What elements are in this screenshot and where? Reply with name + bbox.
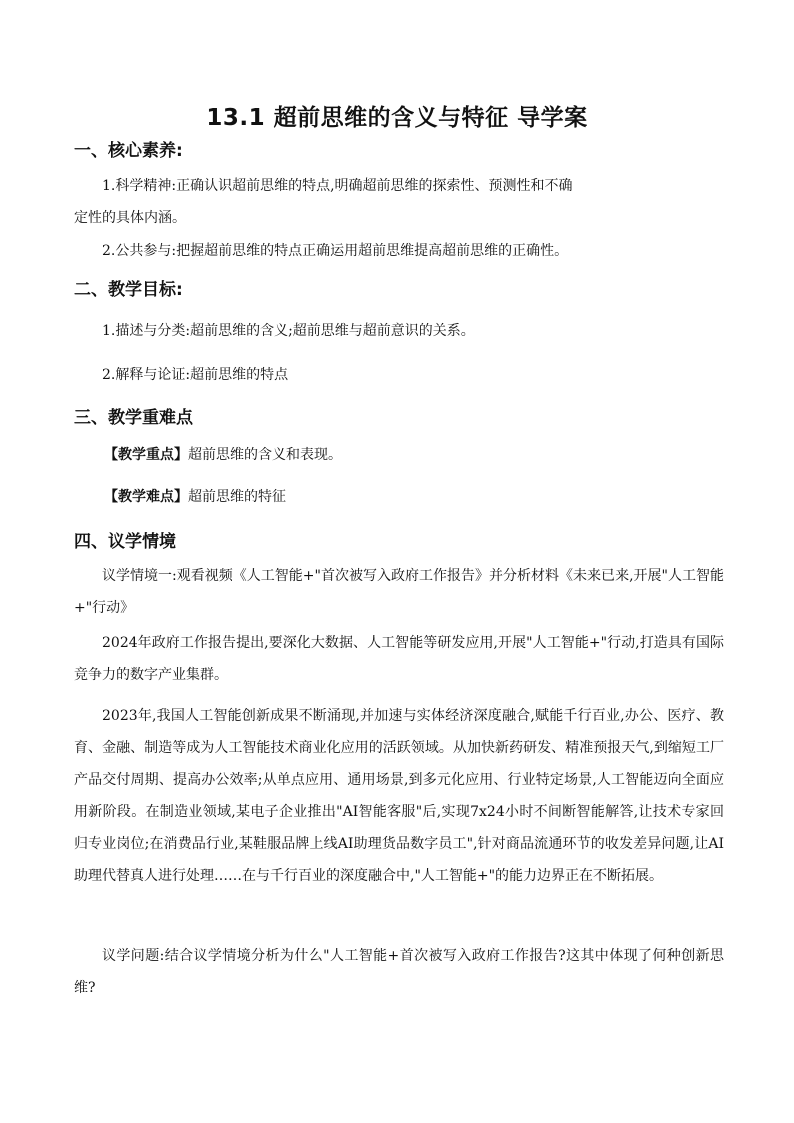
- section-key-difficult-heading: 三、教学重难点: [74, 408, 193, 428]
- section-discussion-context-heading: 四、议学情境: [74, 532, 176, 552]
- document-title: 13.1 超前思维的含义与特征 导学案: [206, 105, 588, 131]
- report-paragraph: 2024年政府工作报告提出,要深化大数据、人工智能等研发应用,开展"人工智能+"行动,打造具有国际竞争力的数字产业集群。: [74, 635, 724, 683]
- teaching-difficult-point: [104, 486, 286, 508]
- section-core-literacy-heading: 一、核心素养:: [74, 141, 183, 161]
- discussion-question-paragraph: 议学问题:结合议学情境分析为什么"人工智能+首次被写入政府工作报告?这其中体现了何种创新思维?: [74, 948, 724, 996]
- ai-development-paragraph: 2023年,我国人工智能创新成果不断涌现,并加速与实体经济深度融合,赋能千行百业,办公、医疗、教育、金融、制造等成为人工智能技术商业化应用的活跃领域。从加快新药研发、精准预报天气,到缩短工厂产品交付周期、提高办公效率;从单点应用、通用场景,到多元化应用、行业特定场景,人工智能迈向全面应用新阶段。在制造业领域,某电子企业推出"AI智能客服"后,实现7x24小时不间断智能解答,让技术专家回归专业岗位;在消费品行业,某鞋服品牌上线AI助理货品数字员工",针对商品流通环节的收发差异问题,让AI助理代替真人进行处理……在与千行百业的深度融合中,"人工智能+"的能力边界正在不断拓展。: [74, 708, 724, 884]
- teaching-goal-item-2: 2.解释与论证:超前思维的特点: [102, 367, 289, 383]
- teaching-key-text: 超前思维的含义和表现。: [188, 447, 342, 463]
- teaching-difficult-text: 超前思维的特征: [188, 489, 286, 505]
- teaching-key-point: [104, 444, 342, 466]
- discussion-context-intro-paragraph: 议学情境一:观看视频《人工智能+"首次被写入政府工作报告》并分析材料《未来已来,开展"人工智能+"行动》: [74, 568, 724, 616]
- core-literacy-item-2: 2.公共参与:把握超前思维的特点正确运用超前思维提高超前思维的正确性。: [102, 243, 569, 259]
- core-literacy-item-1-line-2: 定性的具体内涵。: [74, 210, 186, 226]
- teaching-key-label: 【教学重点】: [104, 447, 188, 463]
- section-teaching-goals-heading: 二、教学目标:: [74, 280, 183, 300]
- teaching-goal-item-1: 1.描述与分类:超前思维的含义;超前思维与超前意识的关系。: [102, 323, 475, 339]
- teaching-difficult-label: 【教学难点】: [104, 489, 188, 505]
- core-literacy-item-1-line-1: 1.科学精神:正确认识超前思维的特点,明确超前思维的探索性、预测性和不确: [102, 178, 573, 194]
